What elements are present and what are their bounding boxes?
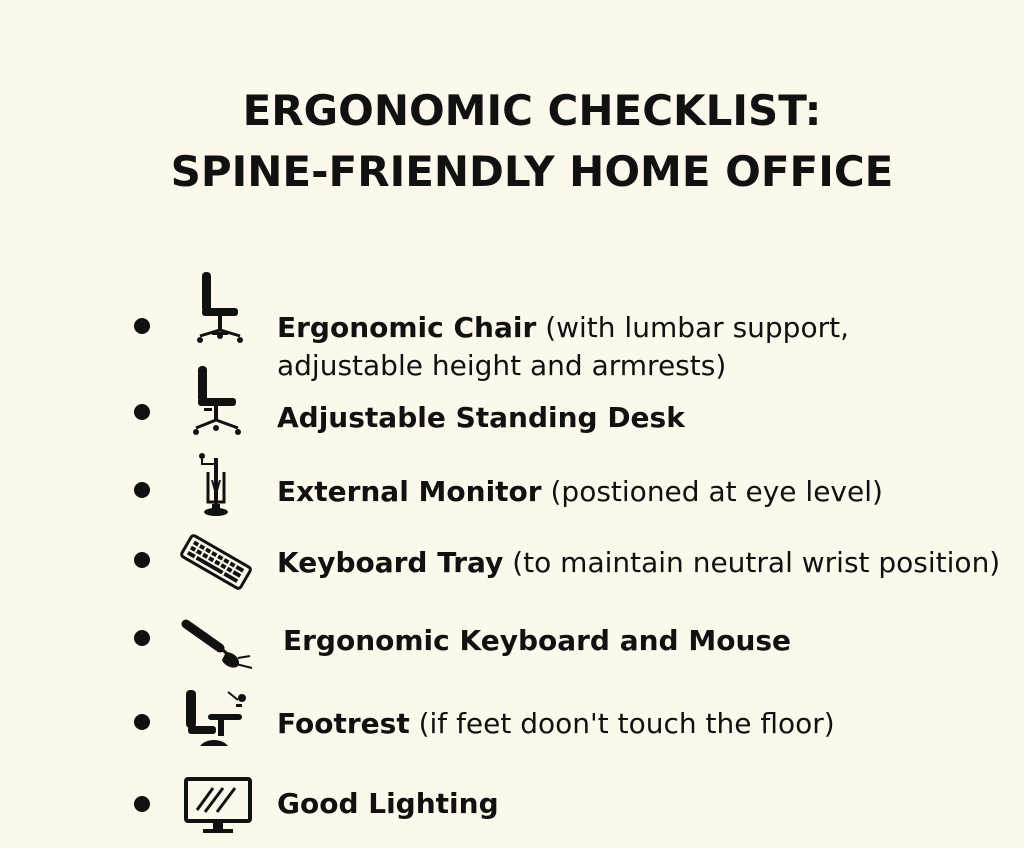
title-line-2: SPINE-FRIENDLY HOME OFFICE <box>170 147 894 196</box>
item-note: (to maintain neutral wrist position) <box>503 546 1001 579</box>
bullet <box>134 630 150 646</box>
item-label: Ergonomic Chair <box>277 311 537 344</box>
item-text <box>277 785 499 823</box>
bullet <box>134 404 150 420</box>
monitor-arm-icon <box>190 450 240 520</box>
keyboard-icon <box>176 530 256 594</box>
bullet <box>134 714 150 730</box>
item-text <box>277 399 685 437</box>
bullet <box>134 482 150 498</box>
item-text <box>277 705 835 743</box>
office-chair-icon <box>192 270 248 352</box>
item-note-line-2: adjustable height and armrests) <box>277 349 727 382</box>
item-note: (if feet doon't touch the floor) <box>409 707 835 740</box>
item-text <box>277 473 883 511</box>
item-text <box>283 622 791 660</box>
item-label: Adjustable Standing Desk <box>277 401 685 434</box>
item-note: (postioned at eye level) <box>541 475 883 508</box>
item-label: Footrest <box>277 707 410 740</box>
page-title <box>0 80 1024 202</box>
bullet <box>134 318 150 334</box>
item-label: Keyboard Tray <box>277 546 504 579</box>
bullet <box>134 796 150 812</box>
item-label: Good Lighting <box>277 787 499 820</box>
office-chair-icon <box>190 364 246 440</box>
item-note: (with lumbar support, <box>536 311 849 344</box>
item-text <box>277 309 849 385</box>
item-text <box>277 544 1000 582</box>
mouse-icon <box>180 614 256 672</box>
title-line-1: ERGONOMIC CHECKLIST: <box>242 86 822 135</box>
item-label: External Monitor <box>277 475 542 508</box>
footrest-chair-icon <box>182 686 254 758</box>
monitor-icon <box>183 776 253 836</box>
bullet <box>134 552 150 568</box>
item-label: Ergonomic Keyboard and Mouse <box>283 624 792 657</box>
